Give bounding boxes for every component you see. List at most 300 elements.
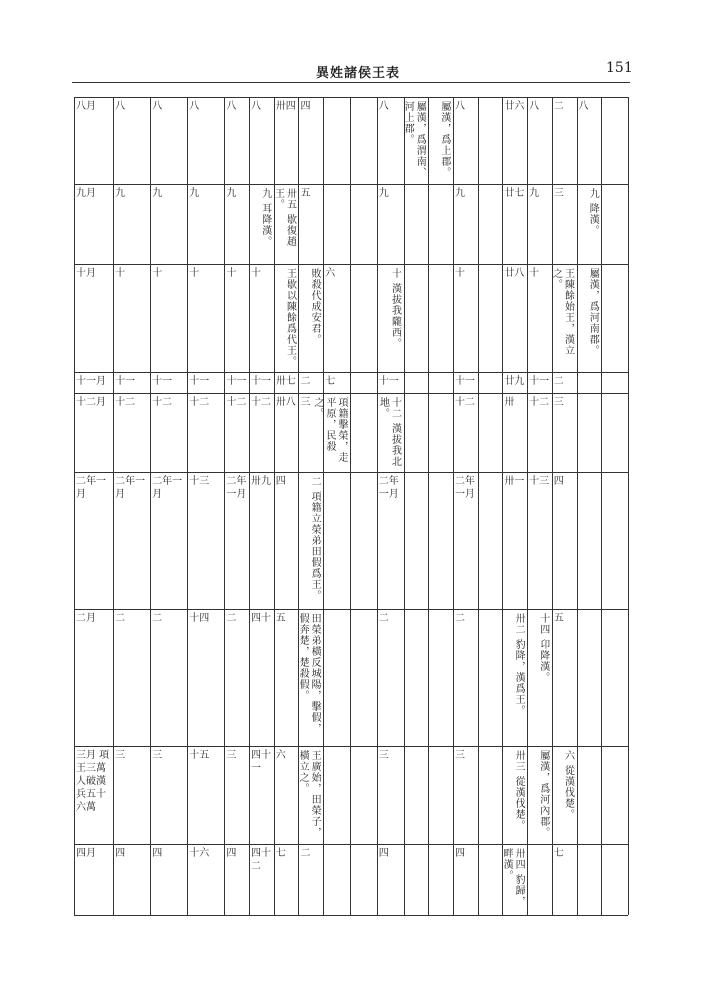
table-cell <box>249 393 274 472</box>
cell-text <box>350 609 377 612</box>
table-cell <box>453 184 478 263</box>
chronology-table <box>74 97 628 915</box>
cell-text: 七 <box>553 848 564 860</box>
table-cell <box>478 472 503 609</box>
cell-text: 八 <box>454 101 465 112</box>
table-cell <box>224 393 249 472</box>
table-cell <box>453 372 478 393</box>
cell-text: 四 <box>378 848 389 860</box>
table-cell <box>274 97 299 184</box>
table-cell <box>113 393 150 472</box>
table-cell <box>527 184 552 263</box>
cell-text: 三 <box>115 750 126 762</box>
cell-text: 卅四 豹歸，畔漢。 <box>501 848 525 908</box>
table-cell <box>298 746 323 844</box>
table-cell <box>428 746 453 844</box>
table-cell <box>502 472 527 609</box>
cell-text <box>350 844 377 847</box>
header-rule <box>72 82 630 83</box>
month-cell: 三月 項王三萬人破漢兵五十六萬 <box>76 750 110 814</box>
table-cell <box>478 746 503 844</box>
table-column-rule <box>628 97 629 915</box>
cell-text: 卅 <box>504 396 515 408</box>
cell-text: 十二 <box>115 396 136 408</box>
table-cell <box>428 609 453 746</box>
table-cell <box>502 97 527 184</box>
page-title: 異姓諸侯王表 <box>315 66 400 81</box>
table-cell <box>428 472 453 609</box>
month-cell: 十二月 <box>76 396 106 408</box>
table-cell <box>323 746 350 844</box>
cell-text <box>428 844 453 847</box>
table-cell <box>552 264 577 372</box>
table-cell <box>502 746 527 844</box>
table-cell <box>350 184 377 263</box>
table-cell <box>552 472 577 609</box>
table-cell <box>224 609 249 746</box>
table-cell <box>428 393 453 472</box>
table-cell <box>274 184 299 263</box>
cell-text: 廿七 <box>504 188 525 200</box>
cell-text: 卅九 <box>251 475 272 487</box>
cell-text: 四 <box>275 475 286 487</box>
cell-text: 十三 <box>529 475 550 487</box>
table-cell <box>150 97 187 184</box>
table-cell <box>453 844 478 915</box>
table-cell <box>224 844 249 915</box>
table-cell <box>478 372 503 393</box>
table-cell <box>502 393 527 472</box>
table-cell <box>478 264 503 372</box>
table-cell <box>350 264 377 372</box>
table-cell <box>113 264 150 372</box>
cell-text <box>350 372 377 375</box>
cell-text: 十二 <box>226 396 247 408</box>
table-cell <box>502 264 527 372</box>
table-cell <box>323 184 350 263</box>
table-cell <box>249 264 274 372</box>
cell-text: 田榮弟橫反城陽，擊假，假奔楚，楚殺假。 <box>297 613 321 735</box>
table-cell <box>274 372 299 393</box>
cell-text <box>478 609 503 612</box>
cell-text: 屬漢，爲渭南、河上郡。 <box>402 101 426 178</box>
table-cell <box>113 746 150 844</box>
cell-text: 八 <box>529 101 540 112</box>
cell-text: 二年一月 <box>152 475 183 500</box>
table-cell <box>187 393 224 472</box>
table-cell <box>274 393 299 472</box>
cell-text <box>577 609 602 612</box>
table-cell <box>323 472 350 609</box>
cell-text: 十一 <box>152 375 173 387</box>
table-cell <box>113 472 150 609</box>
cell-text: 九 <box>226 188 237 200</box>
cell-text: 八 <box>152 101 163 112</box>
table-cell <box>350 609 377 746</box>
table-cell <box>404 393 429 472</box>
table-cell <box>453 97 478 184</box>
cell-text: 卅二 豹降，漢爲王。 <box>513 613 525 717</box>
cell-text: 項籍擊榮，走平原，民殺之。 <box>311 396 347 463</box>
cell-text: 五 <box>553 613 564 625</box>
table-cell <box>404 184 429 263</box>
table-cell <box>404 372 429 393</box>
table-cell <box>150 844 187 915</box>
cell-text: 二 <box>300 848 311 860</box>
cell-text <box>428 393 453 396</box>
table-cell <box>601 264 628 372</box>
cell-text: 九 <box>529 188 540 200</box>
table-cell <box>249 746 274 844</box>
table-cell <box>478 184 503 263</box>
cell-text: 十 <box>251 267 262 279</box>
cell-text: 四 <box>115 848 126 860</box>
cell-text: 十二 <box>251 396 272 408</box>
table-cell <box>150 184 187 263</box>
table-cell <box>502 609 527 746</box>
cell-text: 王陳餘始王，漢立之。 <box>550 267 574 356</box>
cell-text <box>404 393 429 396</box>
cell-text <box>350 746 377 749</box>
table-cell <box>323 372 350 393</box>
cell-text: 二年一月 <box>115 475 146 500</box>
table-cell <box>552 184 577 263</box>
table-cell <box>428 97 453 184</box>
cell-text: 十二 <box>454 396 475 408</box>
cell-text: 四十一 <box>251 750 272 775</box>
cell-text: 七 <box>325 375 336 387</box>
table-cell <box>478 393 503 472</box>
month-cell: 四月 <box>76 848 96 860</box>
table-cell <box>350 844 377 915</box>
cell-text: 七 <box>275 848 286 860</box>
table-cell <box>113 609 150 746</box>
month-cell: 九月 <box>76 188 96 200</box>
table-cell <box>601 184 628 263</box>
table-cell <box>113 844 150 915</box>
cell-text <box>428 472 453 475</box>
table-cell <box>453 472 478 609</box>
cell-text: 屬漢，爲上郡。 <box>438 101 450 178</box>
table-cell <box>577 844 602 915</box>
table-cell <box>323 844 350 915</box>
table-cell <box>377 264 404 372</box>
cell-text: 十 漢拔我隴西。 <box>389 267 401 349</box>
cell-text <box>350 184 377 187</box>
table-cell <box>150 609 187 746</box>
table-cell <box>478 609 503 746</box>
cell-text <box>404 844 429 847</box>
cell-text: 十一 <box>189 375 210 387</box>
cell-text: 十一 <box>529 375 550 387</box>
cell-text: 二 項籍立榮弟田假爲王。 <box>309 475 321 601</box>
table-cell <box>323 97 350 184</box>
cell-text: 十六 <box>189 848 210 860</box>
page-number: 151 <box>606 60 633 76</box>
table-row-rule <box>74 915 628 916</box>
table-cell <box>377 372 404 393</box>
cell-text: 四 <box>300 101 311 112</box>
table-cell <box>249 844 274 915</box>
cell-text <box>478 746 503 749</box>
table-cell <box>224 264 249 372</box>
table-cell <box>298 372 323 393</box>
cell-text <box>404 472 429 475</box>
table-cell <box>274 609 299 746</box>
cell-text: 十一 <box>251 375 272 387</box>
table-cell <box>298 184 323 263</box>
table-cell <box>249 184 274 263</box>
cell-text: 十三 <box>189 475 210 487</box>
table-cell <box>249 609 274 746</box>
table-cell <box>298 264 323 372</box>
table-cell <box>552 844 577 915</box>
cell-text: 三 <box>226 750 237 762</box>
table-cell <box>527 372 552 393</box>
table-cell <box>453 393 478 472</box>
cell-text: 二 <box>115 613 126 625</box>
table-cell <box>428 264 453 372</box>
cell-text: 八 <box>189 101 200 112</box>
cell-text: 二年一月 <box>378 475 399 500</box>
table-cell <box>224 184 249 263</box>
cell-text: 十一 <box>226 375 247 387</box>
table-cell <box>404 746 429 844</box>
cell-text: 九 耳降漢。 <box>259 188 271 248</box>
cell-text: 十 <box>152 267 163 279</box>
cell-text <box>577 746 602 749</box>
table-cell <box>552 393 577 472</box>
cell-text <box>404 264 429 267</box>
cell-text: 二年一月 <box>226 475 247 500</box>
table-cell <box>527 844 552 915</box>
table-cell <box>527 97 552 184</box>
cell-text: 王歇以陳餘爲代王。 <box>284 267 296 367</box>
table-cell <box>577 184 602 263</box>
table-cell <box>274 844 299 915</box>
cell-text <box>577 372 602 375</box>
cell-text <box>527 844 552 847</box>
cell-text <box>601 97 628 100</box>
cell-text: 十五 <box>189 750 210 762</box>
cell-text: 八 <box>378 101 389 112</box>
cell-text <box>323 609 350 612</box>
cell-text <box>428 372 453 375</box>
cell-text: 屬漢，爲河內郡。 <box>537 750 549 839</box>
cell-text: 九 <box>378 188 389 200</box>
table-cell <box>527 609 552 746</box>
table-cell <box>187 184 224 263</box>
cell-text <box>601 184 628 187</box>
cell-text <box>350 393 377 396</box>
cell-text: 卅五 歇復趙王。 <box>272 188 296 248</box>
table-cell <box>150 264 187 372</box>
month-cell: 二月 <box>76 613 96 625</box>
cell-text <box>478 472 503 475</box>
table-cell <box>552 97 577 184</box>
cell-text: 八 <box>578 101 589 112</box>
cell-text: 三 <box>553 188 564 200</box>
table-cell <box>224 372 249 393</box>
cell-text <box>350 97 377 100</box>
month-cell: 十一月 <box>76 375 106 387</box>
table-cell <box>453 746 478 844</box>
cell-text: 廿九 <box>504 375 525 387</box>
table-cell <box>187 746 224 844</box>
table-cell <box>249 472 274 609</box>
cell-text: 四 <box>454 848 465 860</box>
table-cell <box>249 97 274 184</box>
table-cell <box>428 372 453 393</box>
cell-text <box>478 844 503 847</box>
table-cell <box>577 609 602 746</box>
cell-text: 十 <box>115 267 126 279</box>
cell-text: 廿八 <box>504 267 525 279</box>
table-cell <box>187 844 224 915</box>
cell-text <box>323 97 350 100</box>
table-cell <box>377 746 404 844</box>
table-cell <box>150 372 187 393</box>
table-cell <box>527 264 552 372</box>
month-cell: 八月 <box>76 101 96 112</box>
cell-text <box>428 264 453 267</box>
cell-text: 二 <box>553 375 564 387</box>
cell-text <box>577 393 602 396</box>
table-cell <box>404 97 429 184</box>
cell-text: 九 <box>115 188 126 200</box>
table-cell <box>577 97 602 184</box>
cell-text <box>577 844 602 847</box>
cell-text: 十 <box>226 267 237 279</box>
table-cell <box>187 609 224 746</box>
cell-text: 十 <box>454 267 465 279</box>
cell-text <box>404 184 429 187</box>
table-cell <box>187 372 224 393</box>
table-cell <box>404 472 429 609</box>
cell-text: 十四 卬降漢。 <box>537 613 549 684</box>
table-cell <box>552 746 577 844</box>
table-cell <box>311 393 350 472</box>
cell-text <box>428 746 453 749</box>
table-cell <box>552 372 577 393</box>
cell-text: 二 <box>378 613 389 625</box>
cell-text: 卅四 <box>275 101 296 112</box>
table-cell <box>377 609 404 746</box>
cell-text: 十二 漢拔我北地。 <box>377 396 401 467</box>
cell-text: 四 <box>226 848 237 860</box>
table-cell <box>428 184 453 263</box>
cell-text: 九 <box>152 188 163 200</box>
table-cell <box>224 472 249 609</box>
table-cell <box>150 393 187 472</box>
month-cell: 二年一月 <box>76 475 106 500</box>
cell-text <box>428 609 453 612</box>
table-cell <box>150 472 187 609</box>
table-cell <box>377 97 404 184</box>
table-cell <box>453 609 478 746</box>
cell-text <box>323 472 350 475</box>
cell-text: 六 <box>275 750 286 762</box>
cell-text: 八 <box>226 101 237 112</box>
table-cell <box>113 97 150 184</box>
cell-text: 四十 <box>251 613 272 625</box>
table-cell <box>577 372 602 393</box>
cell-text: 八 <box>251 101 262 112</box>
cell-text: 十二 <box>189 396 210 408</box>
cell-text: 十二 <box>152 396 173 408</box>
table-cell <box>404 609 429 746</box>
cell-text: 三 <box>378 750 389 762</box>
cell-text: 十 <box>189 267 200 279</box>
table-cell <box>552 609 577 746</box>
table-cell <box>274 746 299 844</box>
table-cell <box>350 97 377 184</box>
cell-text: 四 <box>152 848 163 860</box>
cell-text: 敗殺代成安君。 <box>309 267 321 345</box>
table-cell <box>187 264 224 372</box>
table-cell <box>298 472 323 609</box>
cell-text: 卅七 <box>275 375 296 387</box>
cell-text <box>323 184 350 187</box>
cell-text: 五 <box>275 613 286 625</box>
cell-text: 六 從漢伐楚。 <box>562 750 574 821</box>
cell-text <box>478 264 503 267</box>
cell-text <box>478 372 503 375</box>
month-cell: 十月 <box>76 267 96 279</box>
table-cell <box>350 746 377 844</box>
cell-text: 十二 <box>529 396 550 408</box>
table-cell <box>453 264 478 372</box>
cell-text <box>404 746 429 749</box>
cell-text: 四 <box>553 475 564 487</box>
cell-text <box>350 264 377 267</box>
cell-text <box>350 472 377 475</box>
cell-text: 卅一 <box>504 475 525 487</box>
cell-text: 屬漢，爲河南郡。 <box>587 267 599 356</box>
table-cell <box>404 264 429 372</box>
table-cell <box>404 844 429 915</box>
cell-text: 五 <box>300 188 311 200</box>
cell-text: 三 <box>454 750 465 762</box>
table-cell <box>377 844 404 915</box>
table-cell <box>298 97 323 184</box>
cell-text: 八 <box>115 101 126 112</box>
table-cell <box>350 472 377 609</box>
table-cell <box>298 609 323 746</box>
cell-text: 二年一月 <box>454 475 475 500</box>
table-cell <box>601 97 628 184</box>
cell-text <box>404 372 429 375</box>
table-cell <box>577 472 602 609</box>
table-cell <box>502 372 527 393</box>
table-cell <box>502 184 527 263</box>
cell-text: 三 <box>152 750 163 762</box>
cell-text <box>323 746 350 749</box>
cell-text <box>478 393 503 396</box>
table-cell <box>377 472 404 609</box>
table-cell <box>113 184 150 263</box>
table-cell <box>428 844 453 915</box>
table-cell <box>350 372 377 393</box>
table-cell <box>377 393 404 472</box>
cell-text: 十一 <box>115 375 136 387</box>
table-cell <box>224 97 249 184</box>
cell-text: 廿六 <box>504 101 525 112</box>
table-cell <box>187 472 224 609</box>
table-cell <box>577 264 602 372</box>
table-cell <box>350 393 377 472</box>
cell-text: 十 <box>529 267 540 279</box>
